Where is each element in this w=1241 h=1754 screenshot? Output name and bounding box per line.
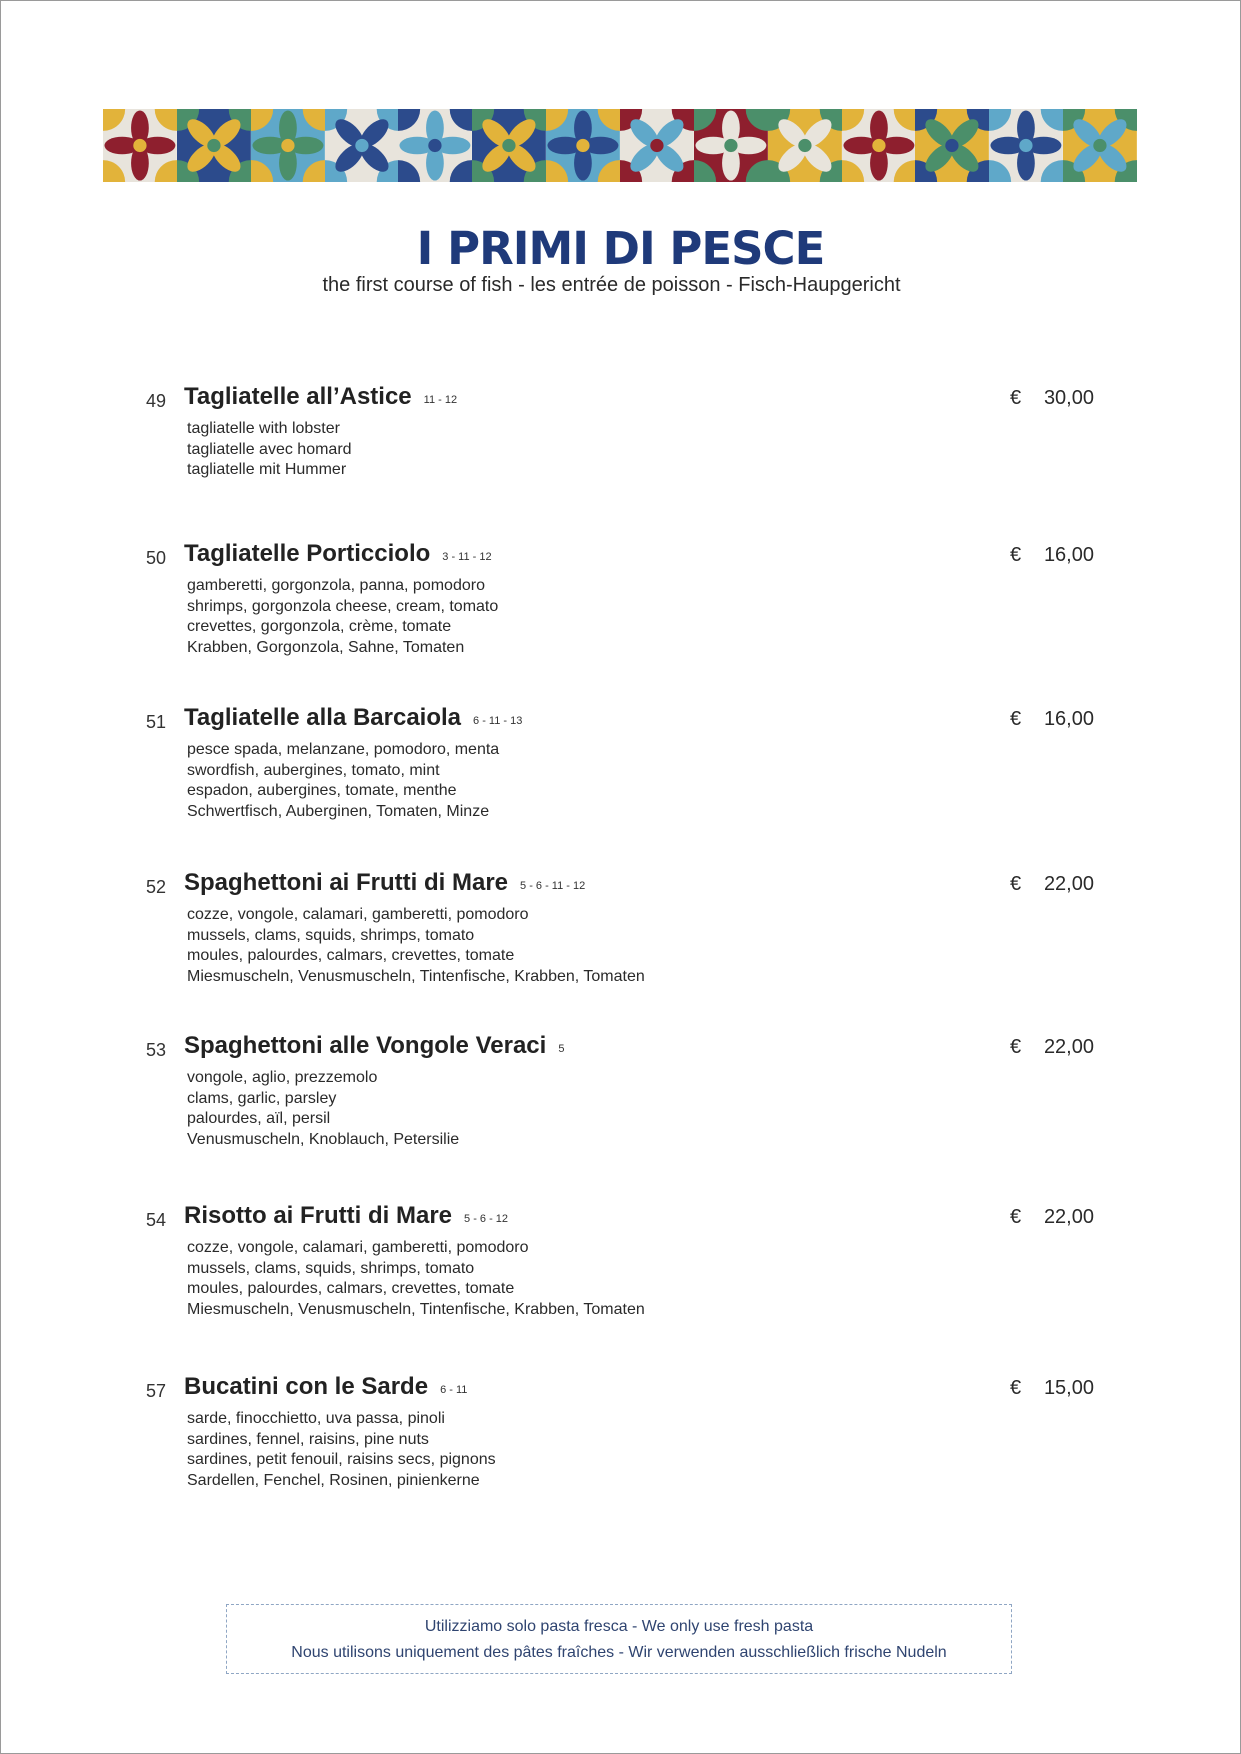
- item-allergens: 5 - 6 - 11 - 12: [520, 879, 586, 892]
- price-value: 30,00: [1043, 387, 1094, 409]
- desc-line: espadon, aubergines, tomate, menthe: [187, 782, 457, 800]
- item-title-row: [184, 383, 457, 411]
- decorative-tile: [398, 109, 472, 182]
- desc-line: cozze, vongole, calamari, gamberetti, pomodoro: [187, 1239, 529, 1256]
- currency-symbol: €: [1010, 387, 1022, 409]
- item-name: Tagliatelle alla Barcaiola: [184, 704, 462, 731]
- desc-line: palourdes, aïl, persil: [187, 1110, 331, 1128]
- desc-line: sardines, petit fenouil, raisins secs, pignons: [187, 1451, 496, 1469]
- item-description: [187, 576, 498, 658]
- item-name: Tagliatelle all’Astice: [184, 383, 412, 410]
- desc-line: Sardellen, Fenchel, Rosinen, pinienkerne: [187, 1471, 480, 1489]
- desc-line: Krabben, Gorgonzola, Sahne, Tomaten: [187, 638, 465, 656]
- desc-line: gamberetti, gorgonzola, panna, pomodoro: [187, 577, 485, 594]
- item-price: [1010, 387, 1094, 410]
- page-subtitle: the first course of fish - les entrée de poisson - Fisch-Haupgericht: [322, 274, 901, 296]
- item-description: [187, 1238, 645, 1320]
- item-allergens: 11 - 12: [423, 393, 458, 406]
- currency-symbol: €: [1010, 1206, 1022, 1228]
- note-line: Nous utilisons uniquement des pâtes fraîches - Wir verwenden ausschließlich frische Nudeln: [291, 1644, 947, 1661]
- price-value: 22,00: [1043, 873, 1094, 895]
- decorative-tile: [325, 109, 399, 182]
- item-price: [1010, 708, 1094, 731]
- decorative-tile: [842, 109, 916, 182]
- item-title-row: [184, 1202, 508, 1230]
- item-allergens: 3 - 11 - 12: [442, 550, 492, 563]
- item-number: 57: [146, 1381, 167, 1401]
- item-price: [1010, 1377, 1094, 1400]
- majolica-tile-banner: [103, 109, 1137, 182]
- item-price: [1010, 1206, 1094, 1229]
- decorative-tile: [251, 109, 325, 182]
- desc-line: Schwertfisch, Auberginen, Tomaten, Minze: [187, 802, 490, 820]
- desc-line: tagliatelle with lobster: [187, 420, 340, 437]
- desc-line: mussels, clams, squids, shrimps, tomato: [187, 1259, 475, 1277]
- decorative-tile: [768, 109, 842, 182]
- price-value: 16,00: [1043, 708, 1094, 730]
- price-value: 16,00: [1043, 544, 1094, 566]
- item-name: Spaghettoni alle Vongole Veraci: [184, 1032, 547, 1059]
- decorative-tile: [1063, 109, 1137, 182]
- desc-line: clams, garlic, parsley: [187, 1089, 337, 1107]
- desc-line: vongole, aglio, prezzemolo: [187, 1069, 378, 1086]
- desc-line: pesce spada, melanzane, pomodoro, menta: [187, 741, 500, 758]
- desc-line: tagliatelle avec homard: [187, 440, 352, 458]
- decorative-tile: [915, 109, 989, 182]
- decorative-tile: [546, 109, 620, 182]
- item-title-row: [184, 540, 492, 568]
- item-number: 51: [146, 712, 167, 732]
- desc-line: moules, palourdes, calmars, crevettes, tomate: [187, 1280, 515, 1298]
- desc-line: Miesmuscheln, Venusmuscheln, Tintenfische, Krabben, Tomaten: [187, 1300, 645, 1318]
- decorative-tile: [989, 109, 1063, 182]
- desc-line: moules, palourdes, calmars, crevettes, tomate: [187, 947, 515, 965]
- item-name: Risotto ai Frutti di Mare: [184, 1202, 453, 1229]
- price-value: 22,00: [1043, 1206, 1094, 1228]
- item-price: [1010, 873, 1094, 896]
- item-allergens: 6 - 11 - 13: [473, 714, 523, 727]
- desc-line: crevettes, gorgonzola, crème, tomate: [187, 618, 452, 636]
- decorative-tile: [694, 109, 768, 182]
- item-number: 53: [146, 1040, 167, 1060]
- decorative-tile: [620, 109, 694, 182]
- currency-symbol: €: [1010, 873, 1022, 895]
- desc-line: swordfish, aubergines, tomato, mint: [187, 761, 440, 779]
- item-number: 54: [146, 1210, 167, 1230]
- fresh-pasta-note: [226, 1604, 1012, 1674]
- item-allergens: 5: [558, 1042, 565, 1055]
- price-value: 15,00: [1043, 1377, 1094, 1399]
- item-title-row: [184, 704, 522, 732]
- item-number: 49: [146, 391, 167, 411]
- item-name: Tagliatelle Porticciolo: [184, 540, 431, 567]
- item-title-row: [184, 1032, 564, 1060]
- item-description: [187, 419, 352, 481]
- decorative-tile: [472, 109, 546, 182]
- desc-line: sardines, fennel, raisins, pine nuts: [187, 1430, 429, 1448]
- item-title-row: [184, 869, 585, 897]
- item-description: [187, 905, 645, 987]
- item-title-row: [184, 1373, 467, 1401]
- item-name: Bucatini con le Sarde: [184, 1373, 429, 1400]
- item-allergens: 6 - 11: [440, 1383, 468, 1396]
- item-name: Spaghettoni ai Frutti di Mare: [184, 869, 509, 896]
- desc-line: tagliatelle mit Hummer: [187, 461, 347, 479]
- item-price: [1010, 544, 1094, 567]
- price-value: 22,00: [1043, 1036, 1094, 1058]
- desc-line: mussels, clams, squids, shrimps, tomato: [187, 926, 475, 944]
- currency-symbol: €: [1010, 1036, 1022, 1058]
- note-line: Utilizziamo solo pasta fresca - We only use fresh pasta: [424, 1618, 814, 1635]
- desc-line: shrimps, gorgonzola cheese, cream, tomato: [187, 597, 499, 615]
- item-description: [187, 1409, 496, 1491]
- item-price: [1010, 1036, 1094, 1059]
- page-title: I PRIMI DI PESCE: [416, 222, 825, 275]
- currency-symbol: €: [1010, 708, 1022, 730]
- decorative-tile: [177, 109, 251, 182]
- currency-symbol: €: [1010, 1377, 1022, 1399]
- desc-line: Miesmuscheln, Venusmuscheln, Tintenfische, Krabben, Tomaten: [187, 967, 645, 985]
- desc-line: cozze, vongole, calamari, gamberetti, pomodoro: [187, 906, 529, 923]
- item-description: [187, 740, 499, 822]
- desc-line: Venusmuscheln, Knoblauch, Petersilie: [187, 1130, 460, 1148]
- currency-symbol: €: [1010, 544, 1022, 566]
- item-allergens: 5 - 6 - 12: [464, 1212, 509, 1225]
- desc-line: sarde, finocchietto, uva passa, pinoli: [187, 1410, 445, 1427]
- decorative-tile: [103, 109, 177, 182]
- item-description: [187, 1068, 459, 1150]
- item-number: 50: [146, 548, 167, 568]
- item-number: 52: [146, 877, 167, 897]
